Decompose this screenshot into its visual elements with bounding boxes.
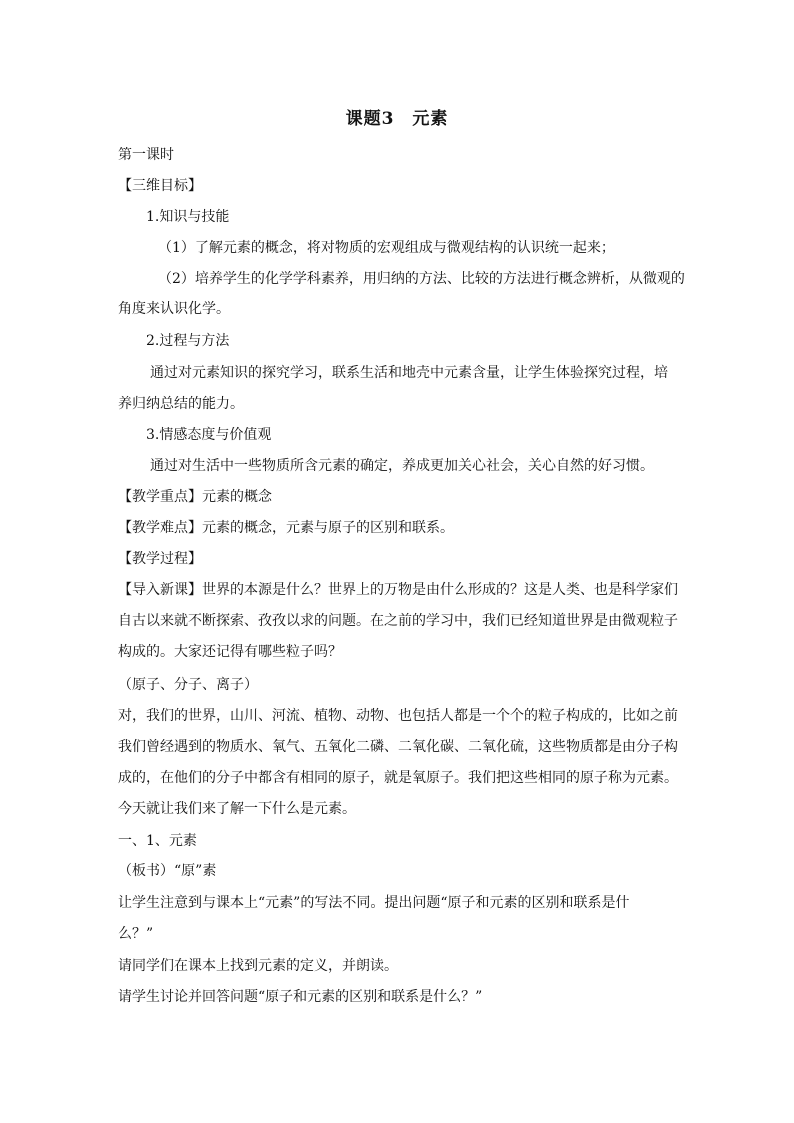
paragraph-line: 么？” xyxy=(118,926,154,942)
paragraph-line: 我们曾经遇到的物质水、氧气、五氧化二磷、二氧化碳、二氧化硫，这些物质都是由分子构 xyxy=(118,739,678,755)
paragraph-line: （原子、分子、离子） xyxy=(118,677,258,693)
paragraph-line: 今天就让我们来了解一下什么是元素。 xyxy=(118,801,356,817)
paragraph-line: 构成的。大家还记得有哪些粒子吗？ xyxy=(118,644,342,660)
section-heading-key-point: 【教学重点】元素的概念 xyxy=(118,489,272,505)
paragraph-line: 对，我们的世界，山川、河流、植物、动物、也包括人都是一个个的粒子构成的，比如之前 xyxy=(118,708,678,724)
paragraph-line: 通过对生活中一些物质所含元素的确定，养成更加关心社会，关心自然的好习惯。 xyxy=(150,458,654,474)
lesson-period: 第一课时 xyxy=(118,147,174,163)
paragraph-line: 角度来认识化学。 xyxy=(118,301,230,317)
subheading-attitude-values: 3.情感态度与价值观 xyxy=(146,427,272,443)
section-heading-element: 一、1、元素 xyxy=(118,833,197,849)
paragraph-line: （1）了解元素的概念，将对物质的宏观组成与微观结构的认识统一起来； xyxy=(158,240,615,256)
paragraph-line: 成的，在他们的分子中都含有相同的原子，就是氧原子。我们把这些相同的原子称为元素。 xyxy=(118,770,678,786)
section-heading-difficult-point: 【教学难点】元素的概念，元素与原子的区别和联系。 xyxy=(118,520,454,536)
paragraph-line: （2）培养学生的化学学科素养，用归纳的方法、比较的方法进行概念辨析，从微观的 xyxy=(158,271,685,287)
paragraph-line: 请学生讨论并回答问题“原子和元素的区别和联系是什么？” xyxy=(118,989,483,1005)
subheading-process-method: 2.过程与方法 xyxy=(146,333,230,349)
paragraph-line: 请同学们在课本上找到元素的定义，并朗读。 xyxy=(118,958,398,974)
paragraph-line: （板书）“原”素 xyxy=(118,863,217,879)
section-heading-process: 【教学过程】 xyxy=(118,551,202,567)
paragraph-line: 自古以来就不断探索、孜孜以求的问题。在之前的学习中，我们已经知道世界是由微观粒子 xyxy=(118,613,678,629)
section-heading-objectives: 【三维目标】 xyxy=(118,178,202,194)
paragraph-line: 养归纳总结的能力。 xyxy=(118,396,244,412)
paragraph-line: 让学生注意到与课本上“元素”的写法不同。提出问题“原子和元素的区别和联系是什 xyxy=(118,895,630,911)
paragraph-line: 【导入新课】世界的本源是什么？世界上的万物是由什么形成的？这是人类、也是科学家们 xyxy=(118,582,678,598)
document-title: 课题3 元素 xyxy=(345,109,449,129)
paragraph-line: 通过对元素知识的探究学习，联系生活和地壳中元素含量，让学生体验探究过程，培 xyxy=(150,365,668,381)
subheading-knowledge-skills: 1.知识与技能 xyxy=(146,209,230,225)
